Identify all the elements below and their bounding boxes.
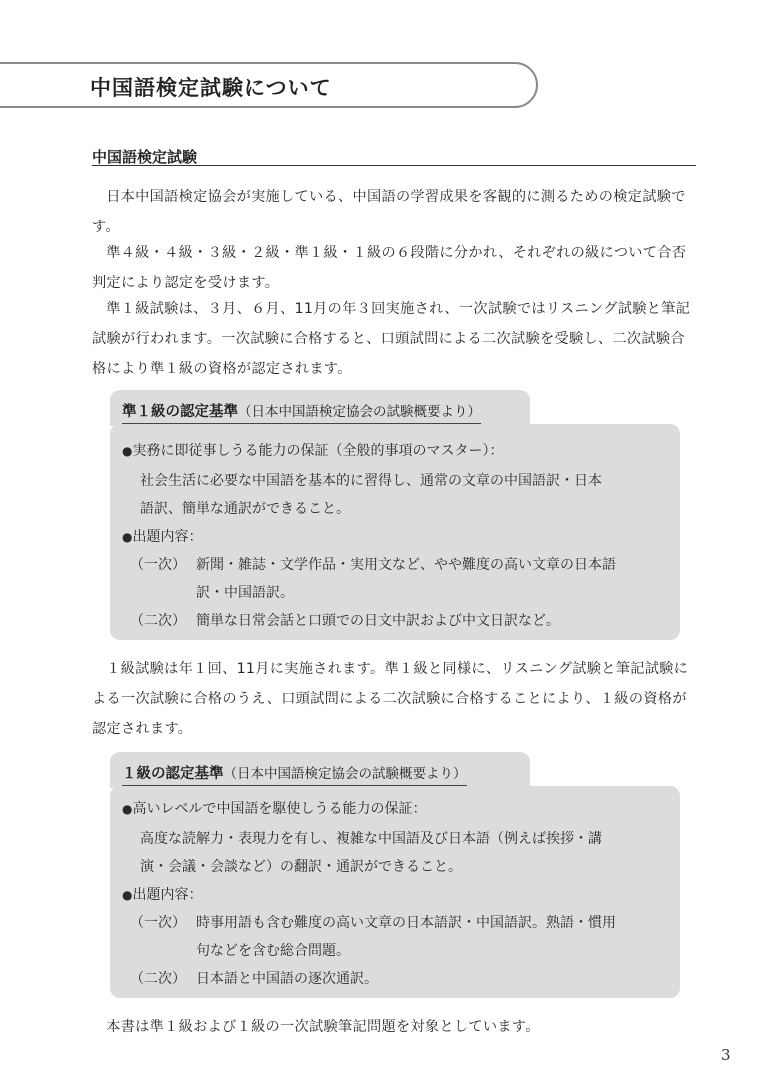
box1-title-text: 準１級の認定基準 <box>122 404 238 420</box>
intro-paragraph-3: 準１級試験は、３月、６月、11月の年３回実施され、一次試験ではリスニング試験と筆記試験が行われます。一次試験に合格すると、口頭試問による二次試験を受験し、二次試験合格により準１級の資格が認定されます。 <box>92 301 691 377</box>
box1-item-1-label: （一次） <box>130 557 186 573</box>
box2-bullet-2-text: 出題内容： <box>132 887 203 903</box>
box2-bullet-1-line-1: 高度な読解力・表現力を有し、複雑な中国語及び日本語（例えば挨拶・講 <box>140 831 602 847</box>
box2-bullet-1-line-2: 演・会議・会談など）の翻訳・通訳ができること。 <box>140 859 462 875</box>
section-divider <box>92 165 696 166</box>
section-heading: 中国語検定試験 <box>92 148 198 166</box>
box2-bullet-1-text: 高いレベルで中国語を駆使しうる能力の保証： <box>132 801 427 817</box>
box1-item-1-line-2: 訳・中国語訳。 <box>196 585 294 601</box>
intro-paragraph-2: 準４級・４級・３級・２級・準１級・１級の６段階に分かれ、それぞれの級について合否判定により認定を受けます。 <box>92 245 687 291</box>
bullet-dot-icon: ● <box>122 802 133 816</box>
box1-bullet-1-line-1: 社会生活に必要な中国語を基本的に習得し、通常の文章の中国語訳・日本 <box>140 473 602 489</box>
box1-bullet-2 <box>122 526 202 546</box>
box1-bullet-1 <box>122 440 503 460</box>
box2-item-2-label: （二次） <box>130 971 186 987</box>
box2-title-source: （日本中国語検定協会の試験概要より） <box>223 766 467 782</box>
middle-paragraph: １級試験は年１回、11月に実施されます。準１級と同様に、リスニング試験と筆記試験による一次試験に合格のうえ、口頭試問による二次試験に合格することにより、１級の資格が認定されます。 <box>92 661 689 737</box>
box1-item-2-label: （二次） <box>130 613 186 629</box>
box2-item-2-line-1: 日本語と中国語の逐次通訳。 <box>196 971 378 987</box>
box2-item-1-line-2: 句などを含む総合問題。 <box>196 943 350 959</box>
bullet-dot-icon: ● <box>122 530 133 544</box>
bullet-dot-icon: ● <box>122 888 133 902</box>
box1-title-source: （日本中国語検定協会の試験概要より） <box>238 404 481 420</box>
closing-paragraph: 本書は準１級および１級の一次試験筆記問題を対象としています。 <box>106 1019 540 1035</box>
box2-item-1-label: （一次） <box>130 915 186 931</box>
bullet-dot-icon: ● <box>122 444 133 458</box>
page-title: 中国語検定試験について <box>90 76 332 100</box>
box1-bullet-1-text: 実務に即従事しうる能力の保証（全般的事項のマスター）： <box>132 443 504 459</box>
box2-title-text: １級の認定基準 <box>122 766 224 782</box>
box1-title <box>122 400 481 424</box>
page-number: 3 <box>721 1046 731 1064</box>
box2-title <box>122 762 467 786</box>
box1-item-2-line-1: 簡単な日常会話と口頭での日文中訳および中文日訳など。 <box>196 613 560 629</box>
box1-bullet-2-text: 出題内容： <box>132 529 203 545</box>
box1-bullet-1-line-2: 語訳、簡単な通訳ができること。 <box>140 501 350 517</box>
box1-item-1-line-1: 新聞・雑誌・文学作品・実用文など、やや難度の高い文章の日本語 <box>196 557 616 573</box>
intro-paragraph-1: 日本中国語検定協会が実施している、中国語の学習成果を客観的に測るための検定試験です。 <box>92 189 686 235</box>
box2-bullet-1 <box>122 798 426 818</box>
box2-item-1-line-1: 時事用語も含む難度の高い文章の日本語訳・中国語訳。熟語・慣用 <box>196 915 616 931</box>
box2-bullet-2 <box>122 884 202 904</box>
